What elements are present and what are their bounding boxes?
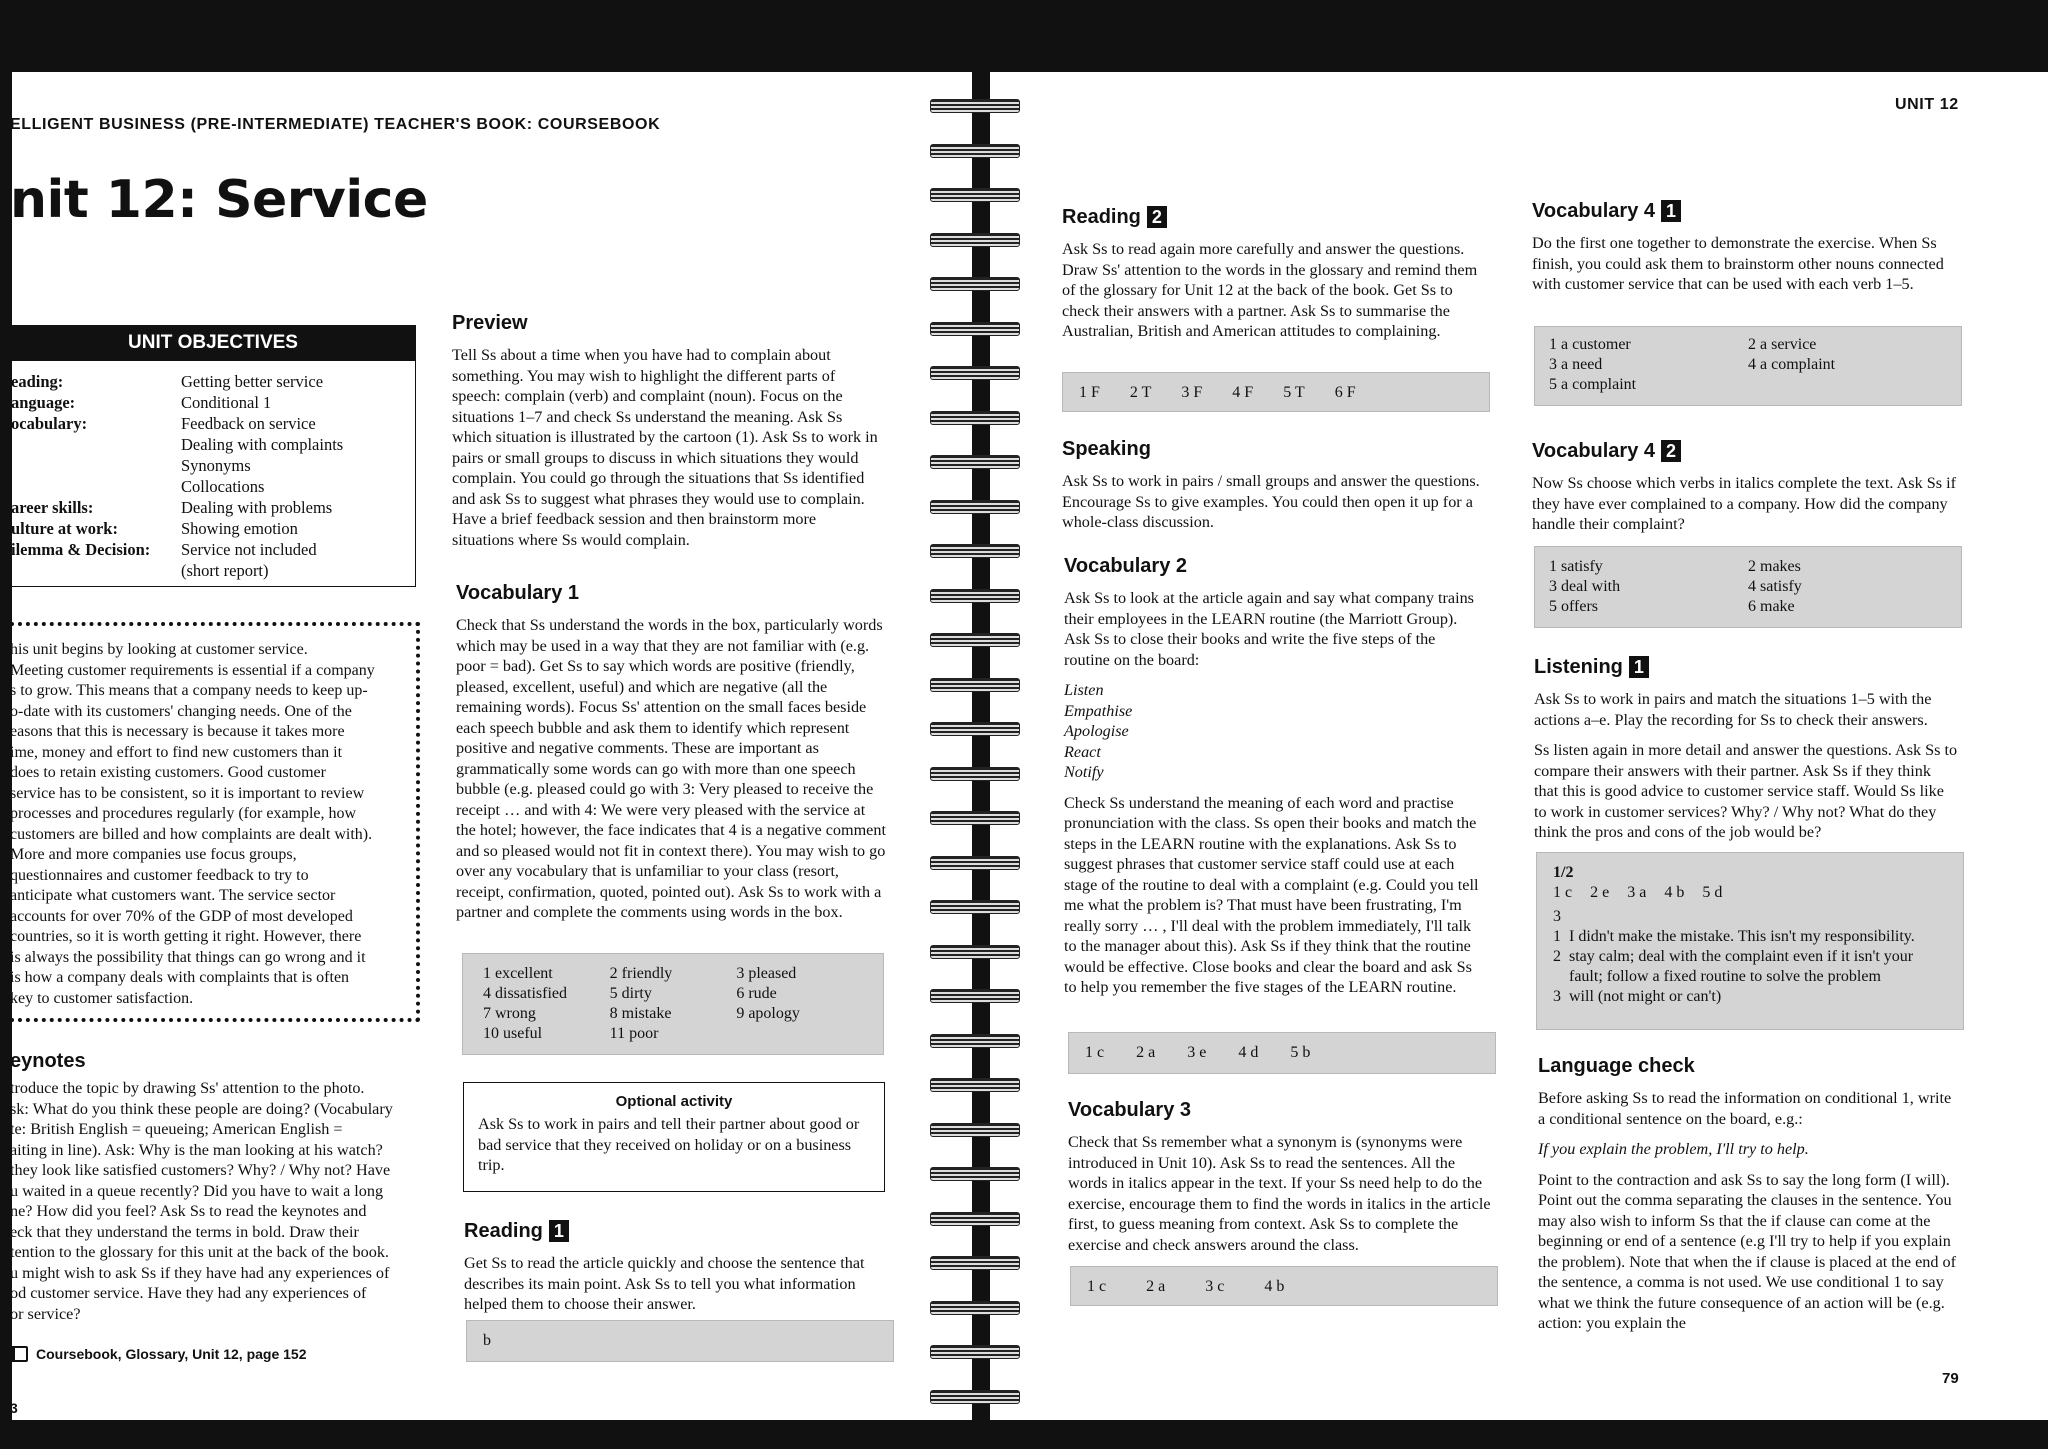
- answer-item: 2 a: [1136, 1044, 1156, 1061]
- vocabulary-3-answer-key: [1070, 1266, 1498, 1306]
- binding-ring: [930, 985, 1020, 1007]
- running-head-right: UNIT 12: [1895, 96, 1959, 113]
- scan-top-border: [0, 0, 2048, 72]
- vocabulary-1-section: [456, 582, 886, 933]
- vocabulary-2-text: Ask Ss to look at the article again and say what company trains their employees in the LEARN routine (the Marriott Group). Ask Ss to close their books and write the five steps of the routine on the board:: [1064, 589, 1474, 669]
- objectives-list: [11, 361, 415, 589]
- keynotes-line: eck that they understand the terms in bold. Draw their: [10, 1222, 359, 1241]
- binding-ring: [930, 1208, 1020, 1230]
- vocabulary-4b-text: Now Ss choose which verbs in italics complete the text. Ask Ss if they have ever complained to a company. How did the company handle their complaint?: [1532, 474, 1956, 533]
- reading-1-number: 1: [549, 1220, 569, 1242]
- intro-text: [10, 640, 406, 1009]
- answer-number: 11: [609, 1025, 626, 1042]
- intro-line: service has to be consistent, so it is important to review: [10, 784, 365, 802]
- intro-line: is always the possibility that things can go wrong and it: [10, 948, 366, 966]
- vocabulary-4a-number: 1: [1661, 200, 1681, 222]
- answer-item: [1549, 557, 1748, 577]
- answer-number: 6: [1748, 598, 1756, 615]
- answer-number: 1: [1549, 336, 1557, 353]
- binding-ring: [930, 1030, 1020, 1052]
- keynotes-heading: eynotes: [10, 1050, 86, 1072]
- binding-ring: [930, 540, 1020, 562]
- answer-item: 3 e: [1187, 1044, 1207, 1061]
- vocabulary-2-heading: Vocabulary 2: [1064, 555, 1188, 577]
- listening-answer-line: 1 I didn't make the mistake. This isn't my responsibility.: [1553, 928, 1915, 945]
- binding-ring: [930, 1163, 1020, 1185]
- binding-ring: [930, 273, 1020, 295]
- unit-objectives-box: [10, 325, 416, 587]
- reading-1-section: [464, 1220, 889, 1325]
- listening-q3-label: 3: [1553, 908, 1561, 925]
- intro-line: countries, so it is worth getting it right. However, there: [10, 928, 362, 945]
- answer-word: apology: [748, 1005, 800, 1022]
- answer-item: [1748, 577, 1947, 597]
- reading-2-answer-key: [1062, 372, 1490, 412]
- answer-word: wrong: [495, 1005, 536, 1022]
- answer-item: 1 F: [1079, 384, 1100, 401]
- listening-heading: Listening: [1534, 656, 1623, 678]
- listening-answer-label: 1/2: [1553, 864, 1574, 881]
- binding-ring: [930, 629, 1020, 651]
- answer-item: [483, 1004, 610, 1024]
- vocabulary-4a-heading: Vocabulary 4: [1532, 200, 1656, 222]
- answer-item: [610, 1024, 737, 1044]
- binding-ring: [930, 229, 1020, 251]
- reading-2-number: 2: [1147, 206, 1167, 228]
- answer-item: 2 T: [1129, 384, 1152, 401]
- binding-ring: [930, 407, 1020, 429]
- answer-item: [736, 1004, 863, 1024]
- objective-value: (short report): [181, 561, 269, 580]
- binding-ring: [930, 941, 1020, 963]
- binding-ring: [930, 1119, 1020, 1141]
- objective-value: Conditional 1: [181, 393, 272, 412]
- binding-ring: [930, 184, 1020, 206]
- keynotes-text: [10, 1078, 430, 1324]
- intro-line: ime, money and effort to find new customers than it: [10, 743, 343, 761]
- preview-section: [452, 312, 882, 560]
- answer-item: 1 c: [1087, 1278, 1107, 1295]
- answer-word: useful: [503, 1025, 543, 1042]
- vocabulary-2-answer-key: [1068, 1032, 1496, 1074]
- learn-step: Listen: [1064, 681, 1104, 699]
- objective-value: Dealing with complaints: [181, 435, 344, 454]
- keynotes-line: u might wish to ask Ss if they have had any experiences of: [10, 1263, 390, 1282]
- learn-step: Empathise: [1064, 701, 1133, 720]
- page-title: nit 12: Service: [10, 170, 428, 230]
- language-check-heading: Language check: [1538, 1055, 1695, 1077]
- answer-item: [483, 984, 610, 1004]
- answer-number: 7: [483, 1005, 491, 1022]
- objective-label: [11, 455, 181, 476]
- answer-word: make: [1760, 598, 1795, 615]
- answer-number: 2: [609, 965, 618, 982]
- answer-item: [1748, 557, 1947, 577]
- answer-item: [1549, 355, 1748, 375]
- learn-step: React: [1064, 742, 1101, 761]
- vocabulary-3-text: Check that Ss remember what a synonym is (synonyms were introduced in Unit 10). Ask Ss to read the sentences. All the words in italics appear in the text. If your Ss need help to do the exercise, encourage them to find the words in italics in the article first, to guess meaning from context. Ask Ss to complete the exercise and check answers around the class.: [1068, 1133, 1491, 1254]
- speaking-text: Ask Ss to work in pairs / small groups and answer the questions. Encourage Ss to give examples. You could then open it up for a whole-class discussion.: [1062, 472, 1480, 531]
- binding-ring: [930, 1386, 1020, 1408]
- answer-word: a complaint: [1760, 356, 1836, 373]
- vocabulary-2-section: [1064, 555, 1484, 1008]
- objective-label: [11, 434, 181, 455]
- binding-ring: [930, 896, 1020, 918]
- unit-intro-box: [10, 622, 420, 1022]
- reading-2-text: Ask Ss to read again more carefully and answer the questions. Draw Ss' attention to the words in the glossary and remind them of the glossary for Unit 12 at the back of the book. Get Ss to check their answers with a partner. Ask Ss to summarise the Australian, British and American attitudes to complaining.: [1062, 240, 1478, 340]
- answer-item: 3 a: [1627, 884, 1647, 901]
- answer-number: 3: [1549, 578, 1557, 595]
- keynotes-line: te: British English = queueing; American English =: [10, 1120, 343, 1138]
- binding-ring: [930, 674, 1020, 696]
- objectives-header: UNIT OBJECTIVES: [11, 326, 415, 361]
- objective-label: ocabulary:: [11, 414, 88, 433]
- reading-1-text: Get Ss to read the article quickly and choose the sentence that describes its main point. Ask Ss to tell you what information helped them to choose their answer.: [464, 1254, 865, 1313]
- intro-line: accounts for over 70% of the GDP of most developed: [10, 907, 353, 925]
- intro-line: More and more companies use focus groups,: [10, 846, 297, 863]
- objective-value: Getting better service: [181, 372, 324, 391]
- intro-line: is how a company deals with complaints that is often: [10, 969, 350, 986]
- objective-label: [11, 560, 181, 581]
- objective-label: [11, 476, 181, 497]
- keynotes-line: or service?: [10, 1304, 81, 1323]
- answer-item: 4 b: [1264, 1278, 1285, 1295]
- vocabulary-3-heading: Vocabulary 3: [1068, 1099, 1192, 1121]
- objective-label: ilemma & Decision:: [11, 540, 151, 559]
- answer-word: rude: [748, 985, 777, 1002]
- binding-ring: [930, 585, 1020, 607]
- listening-1-section: [1534, 656, 1959, 853]
- keynotes-line: ne? How did you feel? Ask Ss to read the keynotes and: [10, 1202, 367, 1220]
- intro-line: customers are billed and how complaints are dealt with).: [10, 825, 373, 843]
- answer-item: [1748, 355, 1947, 375]
- answer-item: [1748, 335, 1947, 355]
- intro-line: his unit begins by looking at customer service.: [10, 641, 308, 658]
- answer-number: 4: [483, 985, 491, 1002]
- answer-number: 5: [1549, 598, 1557, 615]
- listening-text-1: Ask Ss to work in pairs and match the situations 1–5 with the actions a–e. Play the recording for Ss to check their answers.: [1534, 690, 1932, 729]
- answer-item: 2 e: [1590, 884, 1610, 901]
- left-page-number: 3: [10, 1400, 18, 1416]
- speaking-section: [1062, 438, 1482, 543]
- answer-item: [736, 1024, 863, 1044]
- reading-1-answer-key: b: [466, 1320, 894, 1362]
- answer-number: 6: [736, 985, 745, 1002]
- right-page-number: 79: [1942, 1370, 1959, 1387]
- answer-item: [610, 1004, 737, 1024]
- listening-text-2: Ss listen again in more detail and answer the questions. Ask Ss to compare their answers with their partner. Ask Ss if they think that this is good advice to customer service staff. Would Ss like to work in customer services? Why? / Why not? What do they think the pros and cons of the job would be?: [1534, 741, 1958, 841]
- answer-item: 4 F: [1232, 384, 1254, 401]
- answer-item: [736, 964, 863, 984]
- intro-line: s to grow. This means that a company needs to keep up-: [10, 682, 368, 699]
- answer-item: [1748, 597, 1947, 617]
- language-check-section: [1538, 1055, 1960, 1344]
- vocabulary-2-text-2: Check Ss understand the meaning of each word and practise pronunciation with the class. Ss open their books and match the steps in the LEARN routine with the explanations. Ask Ss to suggest phrases that customer service staff could use at each stage of the routine to deal with a complaint (e.g. Could you tell me what the problem is? That must have been frustrating, I'm really sorry … , I'll deal with the problem immediately, I'll talk to the manager about this). Ask Ss if they think that the routine would be effective. Close books and clear the board and ask Ss to help you remember the five stages of the LEARN routine.: [1064, 793, 1479, 996]
- answer-item: [610, 964, 737, 984]
- answer-word: makes: [1760, 558, 1801, 575]
- binding-ring: [930, 1252, 1020, 1274]
- answer-item: 1 c: [1085, 1044, 1105, 1061]
- binding-ring: [930, 1074, 1020, 1096]
- learn-step: Notify: [1064, 763, 1104, 781]
- vocabulary-4a-text: Do the first one together to demonstrate the exercise. When Ss finish, you could ask them to brainstorm other nouns connected with customer service that can be used with each verb 1–5.: [1532, 234, 1944, 293]
- vocabulary-1-text: Check that Ss understand the words in the box, particularly words which may be used in a way that they are not familiar with (e.g. poor = bad). Get Ss to say which words are positive (friendly, pleased, excellent, useful) and which are negative (all the remaining words). Focus Ss' attention on the small faces beside each speech bubble and ask them to identify which represent positive and negative comments. These are important as grammatically some words can go with more than one speech bubble (e.g. pleased could go with 3: Very pleased to receive the receipt … and with 4: We were very pleased with the service at the hotel; however, the face indicates that 4 is a negative comment and so pleased would not fit in context there). You may wish to go over any vocabulary that is unfamiliar to your class (resort, receipt, confirmation, quoted, pointed out). Ask Ss to work with a partner and complete the comments using words in the box.: [456, 616, 886, 921]
- answer-number: 2: [1748, 558, 1756, 575]
- binding-ring: [930, 852, 1020, 874]
- preview-text: Tell Ss about a time when you have had to complain about something. You may wish to highlight the different parts of speech: complain (verb) and complaint (noun). Focus on the situations 1–7 and check Ss understand the meaning. Ask Ss which situation is illustrated by the cartoon (1). Ask Ss to work in pairs or small groups to discuss in which situations they would complain. You could go through the situations that Ss identified and ask Ss to suggest what phrases they would use to complain. Have a brief feedback session and then brainstorm more situations where Ss would complain.: [452, 346, 878, 549]
- vocabulary-1-heading: Vocabulary 1: [456, 582, 580, 604]
- binding-ring: [930, 763, 1020, 785]
- intro-line: processes and procedures regularly (for example, how: [10, 805, 357, 822]
- answer-item: [1549, 375, 1748, 395]
- answer-number: 1: [483, 965, 491, 982]
- footer-reference: [10, 1346, 307, 1362]
- objective-value: Service not included: [181, 540, 317, 559]
- answer-word: dissatisfied: [495, 985, 567, 1002]
- answer-item: 6 F: [1334, 384, 1356, 401]
- objective-value: Showing emotion: [181, 519, 298, 538]
- answer-number: 3: [736, 965, 745, 982]
- objective-value: Feedback on service: [181, 414, 316, 433]
- answer-number: 4: [1748, 356, 1756, 373]
- language-check-example: If you explain the problem, I'll try to help.: [1538, 1140, 1809, 1158]
- keynotes-line: they look like satisfied customers? Why? / Why not? Have: [10, 1161, 391, 1179]
- speaking-heading: Speaking: [1062, 438, 1151, 460]
- keynotes-line: u waited in a queue recently? Did you have to wait a long: [10, 1181, 384, 1200]
- intro-line: does to retain existing customers. Good customer: [10, 764, 326, 781]
- answer-word: a need: [1561, 356, 1603, 373]
- book-icon: [10, 1346, 28, 1362]
- intro-line: easons that this is necessary is because it takes more: [10, 723, 345, 740]
- listening-answer-key: [1536, 852, 1964, 1030]
- answer-word: mistake: [621, 1005, 672, 1022]
- objective-value: Collocations: [181, 477, 265, 496]
- answer-item: [483, 1024, 610, 1044]
- listening-answer-line: 3 will (not might or can't): [1553, 988, 1722, 1005]
- listening-number: 1: [1629, 656, 1649, 678]
- objective-value: Dealing with problems: [181, 498, 333, 517]
- objective-label: eading:: [11, 372, 64, 391]
- binding-ring: [930, 496, 1020, 518]
- answer-item: 5 b: [1290, 1044, 1311, 1061]
- vocabulary-4b-answer-key: [1534, 546, 1962, 628]
- binding-ring: [930, 1341, 1020, 1363]
- binding-ring: [930, 718, 1020, 740]
- spiral-binding: [930, 95, 1030, 1415]
- answer-word: satisfy: [1561, 558, 1603, 575]
- answer-word: friendly: [621, 965, 673, 982]
- answer-item: [610, 984, 737, 1004]
- binding-ring: [930, 807, 1020, 829]
- vocabulary-4a-answer-key: [1534, 326, 1962, 406]
- answer-item: [1549, 577, 1748, 597]
- listening-answer-line: 2 stay calm; deal with the complaint even if it isn't your: [1553, 948, 1914, 965]
- answer-item: 3 c: [1205, 1278, 1225, 1295]
- objective-value: Synonyms: [181, 456, 251, 475]
- reading-1-heading: Reading: [464, 1220, 543, 1242]
- language-check-text-2: Point to the contraction and ask Ss to say the long form (I will). Point out the comma separating the clauses in the sentence. You may also wish to inform Ss that the if clause can come at the beginning or end of a sentence (e.g I'll try to help if you explain the problem). Note that when the if clause is placed at the end of the sentence, a comma is not used. We use conditional 1 to say what we think the future consequence of an action will be (e.g. action: you explain the: [1538, 1170, 1957, 1332]
- answer-item: 5 T: [1283, 384, 1305, 401]
- answer-word: deal with: [1561, 578, 1621, 595]
- learn-step: Apologise: [1064, 722, 1129, 740]
- running-head-left: ELLIGENT BUSINESS (PRE-INTERMEDIATE) TEACHER'S BOOK: COURSEBOOK: [10, 116, 661, 133]
- answer-item: [736, 984, 863, 1004]
- keynotes-line: od customer service. Have they had any experiences of: [10, 1284, 367, 1302]
- vocabulary-1-answer-key: [462, 953, 884, 1055]
- objective-label: ulture at work:: [11, 519, 118, 538]
- reading-2-section: [1062, 206, 1482, 352]
- keynotes-line: sk: What do you think these people are doing? (Vocabulary: [10, 1099, 393, 1118]
- answer-item: [483, 964, 610, 984]
- keynotes-line: troduce the topic by drawing Ss' attention to the photo.: [10, 1079, 365, 1097]
- binding-ring: [930, 1297, 1020, 1319]
- intro-line: key to customer satisfaction.: [10, 989, 194, 1007]
- intro-line: Meeting customer requirements is essential if a company: [10, 661, 375, 679]
- answer-item: 4 b: [1664, 884, 1685, 901]
- binding-ring: [930, 140, 1020, 162]
- objective-label: anguage:: [11, 393, 76, 412]
- optional-activity-box: [463, 1082, 885, 1192]
- answer-item: 5 d: [1702, 884, 1723, 901]
- preview-heading: Preview: [452, 312, 528, 334]
- language-check-text-1: Before asking Ss to read the information on conditional 1, write a conditional sentence on the board, e.g.:: [1538, 1089, 1952, 1128]
- answer-number: 4: [1748, 578, 1756, 595]
- binding-ring: [930, 362, 1020, 384]
- scan-bottom-border: [0, 1420, 2048, 1449]
- answer-item: [1549, 335, 1748, 355]
- answer-item: [1549, 597, 1748, 617]
- answer-item: 2 a: [1146, 1278, 1166, 1295]
- answer-word: dirty: [621, 985, 652, 1002]
- vocabulary-3-section: [1068, 1099, 1492, 1265]
- answer-number: 10: [483, 1025, 499, 1042]
- answer-word: a customer: [1561, 336, 1631, 353]
- vocabulary-4b-number: 2: [1661, 440, 1681, 462]
- answer-word: offers: [1561, 598, 1599, 615]
- binding-ring: [930, 95, 1020, 117]
- listening-answer-line: fault; follow a fixed routine to solve the problem: [1553, 968, 1881, 985]
- intro-line: questionnaires and customer feedback to try to: [10, 866, 309, 884]
- optional-activity-text: Ask Ss to work in pairs and tell their partner about good or bad service that they received on holiday or on a business trip.: [478, 1115, 860, 1174]
- answer-number: 5: [609, 985, 618, 1002]
- keynotes-line: aiting in line). Ask: Why is the man looking at his watch?: [10, 1140, 383, 1159]
- answer-number: 9: [736, 1005, 745, 1022]
- answer-number: 8: [609, 1005, 618, 1022]
- answer-word: a service: [1760, 336, 1817, 353]
- vocabulary-4a-section: [1532, 200, 1957, 305]
- vocabulary-4b-heading: Vocabulary 4: [1532, 440, 1656, 462]
- answer-number: 2: [1748, 336, 1756, 353]
- binding-ring: [930, 318, 1020, 340]
- binding-ring: [930, 451, 1020, 473]
- footer-ref-text: Coursebook, Glossary, Unit 12, page 152: [36, 1346, 307, 1362]
- answer-word: excellent: [495, 965, 553, 982]
- answer-number: 1: [1549, 558, 1557, 575]
- answer-number: 5: [1549, 376, 1557, 393]
- answer-item: 4 d: [1238, 1044, 1259, 1061]
- intro-line: anticipate what customers want. The service sector: [10, 887, 336, 904]
- keynotes-line: tention to the glossary for this unit at the back of the book.: [10, 1243, 389, 1261]
- answer-item: [1748, 375, 1947, 395]
- answer-word: satisfy: [1760, 578, 1802, 595]
- intro-line: o-date with its customers' changing needs. One of the: [10, 702, 352, 720]
- answer-word: pleased: [748, 965, 797, 982]
- answer-word: a complaint: [1561, 376, 1637, 393]
- answer-word: poor: [629, 1025, 659, 1042]
- objective-label: areer skills:: [11, 498, 94, 517]
- answer-item: 1 c: [1553, 884, 1573, 901]
- answer-number: 3: [1549, 356, 1557, 373]
- reading-2-heading: Reading: [1062, 206, 1141, 228]
- learn-steps-list: [1064, 680, 1484, 783]
- answer-item: 3 F: [1181, 384, 1203, 401]
- vocabulary-4b-section: [1532, 440, 1957, 545]
- optional-activity-heading: Optional activity: [615, 1093, 733, 1110]
